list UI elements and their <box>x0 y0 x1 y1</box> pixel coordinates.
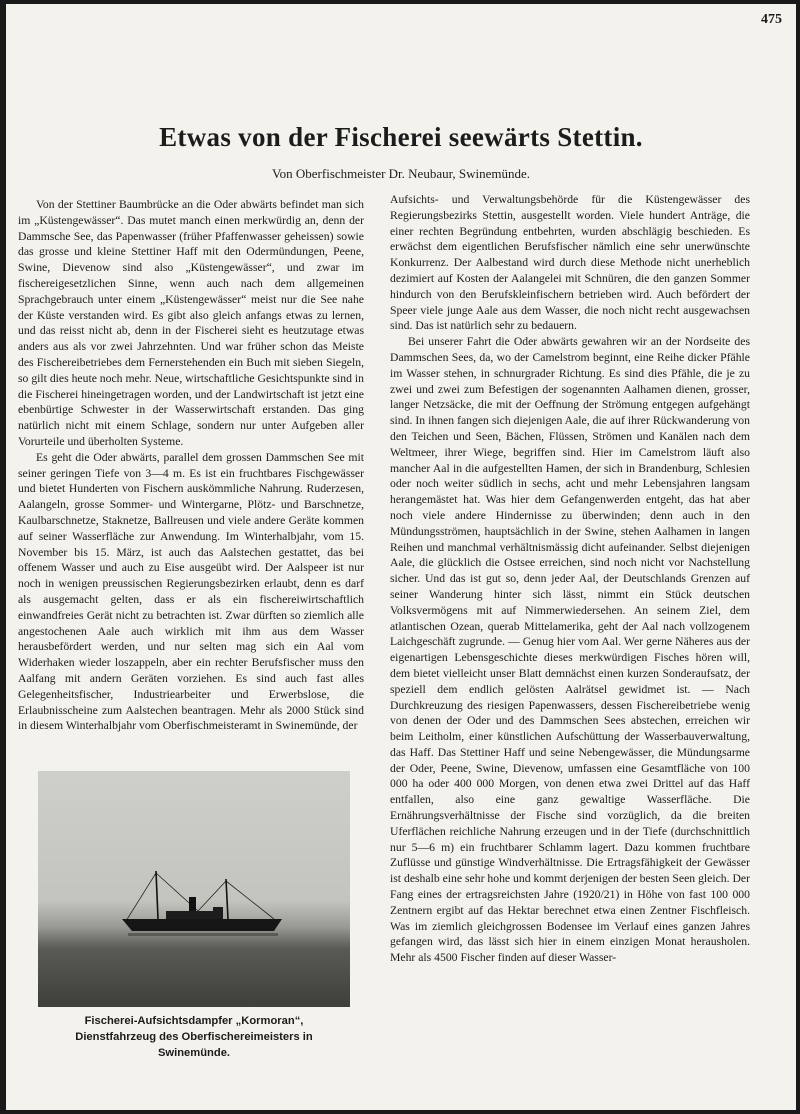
scanned-page <box>6 4 796 1110</box>
paragraph: Von der Stettiner Baumbrücke an die Oder abwärts befindet man sich im „Küstengewässer“. Das mutet manch einen merkwürdig an, denn der Dammsche See, das Papenwasser (früher Pfaffenwasser geheissen) sowie das grosse und kleine Stettiner Haff mit den Odermündungen, Peene, Swine, Dievenow sind also „Küstengewässer“, und zwar im fischereigesetzlichen Sinne, wenn auch nach dem allgemeinen Sprachgebrauch unter einem „Küstengewässer“ meist nur die See nahe der Küste verstanden wird. Es gibt also gleich anfangs etwas zu lernen, und das reisst nicht ab, denn in der Fischerei sieht es heutzutage etwas anders aus als vor zwei Jahrzehnten. Und war früher schon das Meiste des Fischereibetriebes dem Fernerstehenden ein Buch mit sieben Siegeln, so gilt dies heute noch mehr. Neue, wirtschaftliche Gesichtspunkte sind in die Fischerei hineingetragen worden, und der Landwirtschaft ist jetzt eine ebenbürtige Schwester in der Wasserwirtschaft erstanden. Das ging natürlich nicht mit einem Schlage, sondern nur unter Aufgeben aller Vorurteile und überholten Systeme. <box>18 198 365 448</box>
paragraph: Aufsichts- und Verwaltungsbehörde für die Küstengewässer des Regierungsbezirks Stettin, ausgestellt worden. Viele hundert Anträge, die einer rechten Begründung entbehrten, wurden abschlägig beschieden. Es erwächst dem eigentlichen Berufsfischer nämlich eine sehr unerwünschte Konkurrenz. Der Aalbestand wird durch diese Methode nicht unerheblich dezimiert auf Kosten der Aalangelei mit Schnüren, die den ganzen Sommer hindurch von den Berufskleinfischern betrieben wird. Auch befördert der Speer viele junge Aale aus dem Wasser, die noch nicht recht ausgewachsen sind. Das ist natürlich sehr zu bedauern. <box>390 193 750 333</box>
caption-line-1: Fischerei-Aufsichtsdampfer „Kormoran“, <box>84 1015 304 1027</box>
right-column <box>390 192 750 966</box>
page-number: 475 <box>761 12 782 27</box>
caption-line-2: Dienstfahrzeug des Oberfischereimeisters in Swinemünde. <box>75 1031 313 1059</box>
photo-caption <box>38 1013 350 1061</box>
article-title: Etwas von der Fischerei seewärts Stettin. <box>159 122 643 152</box>
steamer-photo <box>38 771 350 1007</box>
steamer-ship-illustration <box>38 771 350 1007</box>
paragraph: Es geht die Oder abwärts, parallel dem grossen Dammschen See mit seiner geringen Tiefe von 3—4 m. Es ist ein fruchtbares Fischgewässer und bietet Hunderten von Fischern auskömmliche Nahrung. Ruderzesen, Aalangeln, grosse Sommer- und Wintergarne, Plötz- und Barschnetze, Kaulbarschnetze, Staknetze, Ballreusen und viele andere Geräte kommen auf seiner Wasserfläche zur Anwendung. Im Winterhalbjahr, vom 15. November bis 15. März, ist auch das Aalstechen gestattet, das bei offenem Wasser und auch zu Eise ausgeübt wird. Der Aalspeer ist nur noch in wenigen preussischen Regierungsbezirken erlaubt, denn es darf als ausgemacht gelten, dass er als ein fischereiwirtschaftlich einwandfreies Gerät nicht zu betrachten ist. Zwar dürften so ziemlich alle angestochenen Aale auch wirklich mit ihm aus dem Wasser herausbefördert werden, und nur selten mag sich ein Aal vom Widerhaken wieder loszappeln, aber ein rechter Berufsfischer muss den Aalfang mit andern Geräten vorziehen. Es sind auch fast alles Gelegenheitsfischer, Industriearbeiter und Erwerbslose, die Erlaubnisscheine zum Aalstechen beantragen. Mehr als 2000 Stück sind in diesem Winterhalbjahr vom Oberfischmeisteramt in Swinemünde, der <box>18 450 364 733</box>
paragraph: Bei unserer Fahrt die Oder abwärts gewahren wir an der Nordseite des Dammschen Sees, da, wo der Camelstrom beginnt, eine Reihe dicker Pfähle im Wasser stehen, in schnurgrader Richtung. Es sind dies Pfähle, die je zu zwei und zwei zum Befestigen der sogenannten Aalhamen dienen, grosser, langer Netzsäcke, die mit der Oeffnung der Strömung entgegen aufgehängt sind. In ihnen fangen sich diejenigen Aale, die auf ihrer Rückwanderung von den Teichen und Seen, Bächen, Flüssen, Strömen und Kanälen nach dem Weltmeer, ihrer Wiege, begriffen sind. Hier im Camelstrom läuft also mancher Aal in die aufgestellten Hamen, der sich in Brandenburg, Schlesien oder noch weiter südlich in sechs, acht und mehr Lebensjahren langsam herangemästet hat. Was hier dem Gefangenwerden entgeht, das hat aber noch viele andere Hindernisse zu überwinden; denn auch in den Mündungsströmen, hauptsächlich in der Swine, stehen Aalhamen in langen Reihen und manchmal verhältnismässig dicht aufeinander. Selbst diejenigen Aale, die glücklich die Ostsee erreichen, sind noch nicht vor Nachstellung sicher. Und das ist gut so, denn jeder Aal, der Deutschlands Grenzen auf seiner Wanderung hinter sich lässt, nimmt ein Stück deutschen Volksvermögens mit auf Nimmerwiedersehen. An seinem Ziel, dem atlantischen Ozean, querab Mittelamerika, geht der Aal nach vollzogenem Laichgeschäft zugrunde. — Genug hier vom Aal. Wer gerne Näheres aus der eigenartigen Lebensgeschichte dieses merkwürdigen Fisches hören will, dem bietet vielleicht unser Blatt demnächst einen kurzen Sonderaufsatz, der speziell dem endlich gelösten Aalrätsel gewidmet ist. — Nach Durchkreuzung des riesigen Papenwassers, dessen Fischereibetriebe wenig von denen der Oder und des Dammschen Sees abstechen, erreichen wir beim Leitholm, einer künstlichen Aufschüttung der Wasserbauverwaltung, das Haff. Das Stettiner Haff und seine Nebengewässer, die Mündungsarme der Oder, Peene, Swine, Dievenow, umfassen eine Gesamtfläche von 100 000 ha oder 400 000 Morgen, von denen etwa zwei Drittel auf das Haff entfallen, also eine ganz gewaltige Wasserfläche. Die Ernährungsverhältnisse der Fische sind vorzüglich, da die breiten Uferflächen reichliche Nahrung erzeugen und in der Tiefe (durchschnittlich nur 5—6 m) ein fruchtbarer Schlamm lagert. Dazu kommen fruchtbare Zuflüsse und günstige Windverhältnisse. Die Ertragsfähigkeit der Gewässer ist deshalb eine sehr hohe und kommt derjenigen der besten Seen gleich. Der Fang eines der ertragsreichsten Jahre (1920/21) in Höhe von fast 100 000 Zentnern ergibt auf das Hektar berechnet etwa einen Zentner Fischfleisch. Was im ziemlich gleichgrossen Bodensee im Verlauf eines ganzen Jahres gefangen wird, das lässt sich hier in einem einzigen Monat herausholen. Mehr als 4500 Fischer finden auf dieser Wasser- <box>390 335 750 965</box>
article-byline: Von Oberfischmeister Dr. Neubaur, Swinemünde. <box>271 166 531 181</box>
left-column <box>18 197 364 734</box>
